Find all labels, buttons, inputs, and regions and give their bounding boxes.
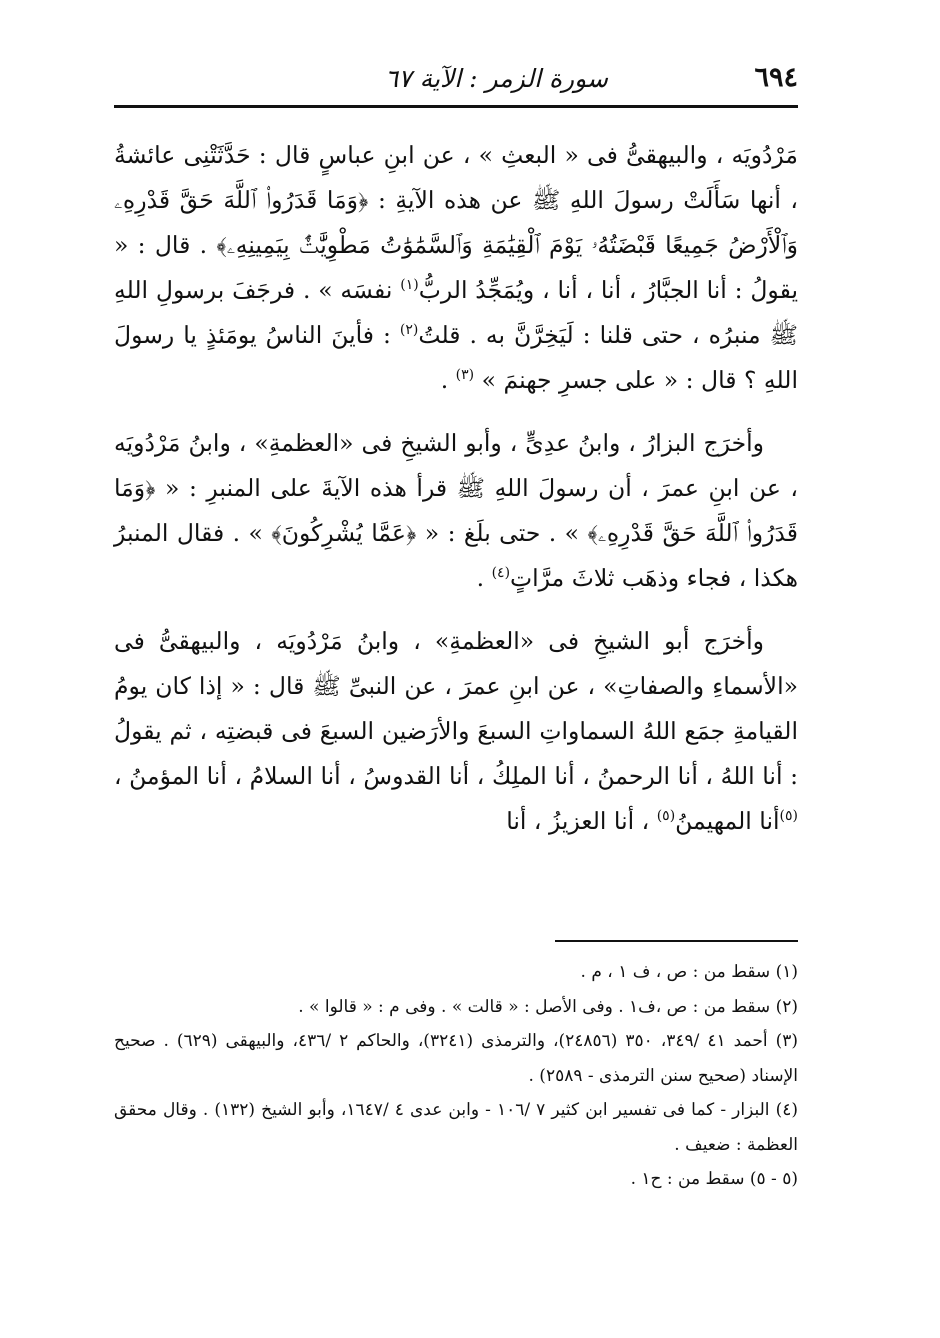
body-paragraph [114, 421, 798, 601]
text-run: ، أنا العزيزُ ، أنا [506, 807, 657, 835]
text-run: . [476, 564, 492, 592]
footnote: (١) سقط من : ص ، ف ١ ، م . [580, 962, 798, 982]
footnotes [114, 955, 798, 1197]
text-run: وأخرَج البزارُ ، وابنُ عدِىٍّ ، وأبو الشيخِ فى «العظمةِ» ، وابنُ مَرْدُويَه ، عن ابنِ عمرَ ، أن رسولَ اللهِ ﷺ قرأ هذه الآيةَ على المنبرِ : « ﴿وَمَا قَدَرُوا۟ ٱللَّهَ حَقَّ قَدْرِهِۦ﴾ » . حتى بلَغ : « ﴿عَمَّا يُشْرِكُونَ﴾ » . فقال المنبرُ هكذا ، فجاء وذهَب ثلاثَ مرَّاتٍ [114, 429, 798, 592]
footnote: (٢) سقط من : ص ،ف١ . وفى الأصل : « قالت » . وفى م : « قالوا » . [298, 996, 798, 1017]
header-rule [114, 105, 798, 108]
text-run: . [440, 366, 456, 394]
page-number: ٦٩٤ [754, 62, 798, 93]
running-title: سورة الزمر : الآية ٦٧ [384, 64, 608, 93]
footnote: (٥ - ٥) سقط من : ح١ . [630, 1169, 798, 1189]
text-run: : فأينَ الناسُ يومَئذٍ يا رسولَ اللهِ ؟ قال : « على جسرِ جهنمَ » [114, 321, 798, 394]
footnote-marker: (٥) [779, 808, 798, 825]
footnote-separator [555, 940, 798, 942]
footnote-marker: (٢) [399, 322, 419, 339]
text-run: مَرْدُويَه ، والبيهقىُّ فى « البعثِ » ، عن ابنِ عباسٍ قال : حَدَّثَتْنِى عائشةُ ، أنها سَأَلَتْ رسولَ اللهِ ﷺ عن هذه الآيةِ : ﴿وَمَا قَدَرُوا۟ ٱللَّهَ حَقَّ قَدْرِهِۦ وَٱلْأَرْضُ جَمِيعًا قَبْضَتُهُۥ يَوْمَ ٱلْقِيَٰمَةِ وَٱلسَّمَٰوَٰتُ مَطْوِيَّٰتٌۢ بِيَمِينِهِۦ﴾ . قال : « يقولُ : أنا الجبَّارُ ، أنا ، أنا ، ويُمَجِّدُ الربُّ [114, 141, 799, 304]
text-run: وأخرَج أبو الشيخِ فى «العظمةِ» ، وابنُ مَرْدُويَه ، والبيهقىُّ فى «الأسماءِ والصفاتِ» ، عن ابنِ عمرَ ، عن النبىِّ ﷺ قال : « إذا كان يومُ القيامةِ جمَع اللهُ السماواتِ السبعَ والأرَضين السبعَ فى قبضتِه ، ثم يقولُ : أنا اللهُ ، أنا الرحمنُ ، أنا الملِكُ ، أنا القدوسُ ، أنا السلامُ ، أنا المؤمنُ ، [114, 627, 798, 790]
page-header [114, 62, 798, 102]
footnote-marker: (٤) [491, 565, 511, 582]
footnote: (٤) البزار - كما فى تفسير ابن كثير ٧ /١٠٦ - وابن عدى ٤ /١٦٤٧، وأبو الشيخ (١٣٢) . وقال محقق العظمة : ضعيف . [114, 1100, 798, 1155]
footnote-marker: (٣) [455, 367, 475, 384]
body-paragraph [114, 133, 798, 403]
body-paragraph [114, 619, 798, 844]
main-text [114, 133, 798, 856]
text-run: نفسَه » . فرجَفَ برسولِ اللهِ ﷺ منبرُه ، حتى قلنا : لَيَخِرَّنَّ به . قلتُ [114, 276, 798, 349]
text-run: أنا المهيمنُ [675, 807, 780, 835]
footnote: (٣) أحمد ٤١ /٣٤٩، ٣٥٠ (٢٤٨٥٦)، والترمذى (٣٢٤١)، والحاكم ٢ /٤٣٦، والبيهقى (٦٢٩) . صحيح الإسناد (صحيح سنن الترمذى - ٢٥٨٩) . [114, 1031, 798, 1086]
footnote-marker: (٥) [656, 808, 676, 825]
footnote-marker: (١) [400, 277, 419, 294]
